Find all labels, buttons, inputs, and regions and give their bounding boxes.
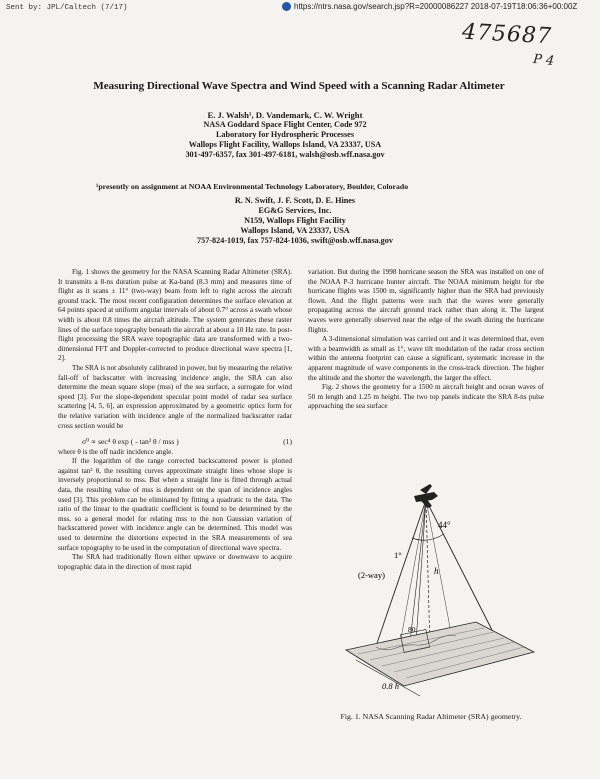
body-column-right bbox=[308, 268, 544, 412]
scan-fan-right-edge bbox=[426, 500, 492, 630]
paragraph: The SRA is not absolutely calibrated in power, but by measuring the relative fall-off of backscatter with increasing incidence angle, the SRA can also determine the mean square slope (mss) of the sea surface, a surrogate for wind speed [3]. For the slope-dependent specular point model of radar sea surface scattering [4, 5, 6], an expression approximated by a geometric optics form for the relative variation with incidence angle of the normalized backscatter radar cross section would be bbox=[58, 363, 292, 430]
affiliation-2-line-4: Wallops Island, VA 23337, USA bbox=[240, 226, 350, 235]
beam-cone-right bbox=[416, 500, 426, 642]
one-degree-label: 1° bbox=[394, 550, 402, 560]
equation-number: (1) bbox=[283, 437, 292, 447]
paragraph: where θ is the off nadir incidence angle. bbox=[58, 447, 174, 456]
author-block-2 bbox=[150, 196, 440, 246]
paragraph: Fig. 1 shows the geometry for the NASA Scanning Radar Altimeter (SRA). It transmits a 8-ns duration pulse at Ka-band (8.3 mm) and measures time of flight as it scans ± 11° (two-way) beam from left to right across the aircraft ground track. The most recent configuration determines the surface elevation at 64 points spaced at uniform angular intervals of about 0.7° across a swath whose width is about 0.8 times the aircraft altitude. The system generates these raster lines of the surface topography beneath the aircraft at about a 10 Hz rate. In post-flight processing the SRA wave topographic data are transformed with a two-dimensional FFT and Doppler-corrected to produce directional wave spectra [1, 2]. bbox=[58, 268, 292, 363]
affiliation-2-line-3: N159, Wallops Flight Facility bbox=[244, 216, 346, 225]
scan-angle-arc bbox=[412, 534, 444, 540]
nadir-line bbox=[426, 500, 430, 650]
paragraph: variation. But during the 1998 hurricane season the SRA was installed on one of the NOAA P-3 hurricane hunter aircraft. The NOAA minimum height for the hurricane flights was 1500 m, significantly higher than the SRA had previously flown. And the flight patterns were such that the waves were generally propagating across the aircraft ground track rather than along it. The largest waves were generally observed near the edge of the swath during the hurricane flights. bbox=[308, 268, 544, 334]
scan-fan-inner-1 bbox=[400, 500, 426, 644]
equation-body: σ⁰ ∝ sec⁴ θ exp ( - tan² θ / mss ) bbox=[82, 437, 179, 447]
body-column-left bbox=[58, 268, 292, 572]
globe-icon bbox=[282, 2, 291, 11]
fax-header-strip bbox=[0, 0, 600, 22]
affiliation-1-line-2: NASA Goddard Space Flight Center, Code 972 bbox=[203, 120, 367, 129]
aircraft-icon bbox=[414, 484, 438, 508]
paragraph: If the logarithm of the range corrected backscattered power is plotted against tan² θ, the resulting curves approximate straight lines whose slope is inversely proportional to mss. But when a straight line is fitted through actual data, the resulting value of mss is dependent on the span of incidence angles used [3]. This problem can be eliminated by fitting a quadratic to the data. The ratio of the linear to the quadratic coefficient is found to be determined by the mss, so a general model for relating mss to the non Gaussian variation of backscattered power with incidence angle can be determined. This model was used to determine the distortions expected in the SRA measurements of sea surface topography to be used in the computation of directional wave spectra. bbox=[58, 457, 292, 552]
affiliation-1-line-4: Wallops Flight Facility, Wallops Island, VA 23337, USA bbox=[188, 140, 382, 149]
handwritten-accession-number: 475687 bbox=[461, 19, 553, 50]
author-names-1: E. J. Walsh¹, D. Vandemark, C. W. Wright bbox=[207, 110, 363, 120]
sea-surface-patch bbox=[346, 622, 534, 686]
author-block-1 bbox=[120, 110, 450, 160]
angle-label: 44° bbox=[438, 520, 451, 530]
affiliation-1-line-3: Laboratory for Hydrospheric Processes bbox=[215, 130, 355, 139]
swath-width-label: 0.8 h bbox=[382, 681, 399, 691]
paragraph: The SRA had traditionally flown either upwave or downwave to acquire topographic data in the direction of most rapid bbox=[58, 553, 292, 571]
paragraph: A 3-dimensional simulation was carried out and it was determined that, even with a beamwidth as small as 1°, wave tilt modulation of the radar cross section within the antenna footprint can cause a significant, systematic increase in the apparent magnitude of wave components in the cross-track direction. The higher the altitude and the shorter the wavelength, the larger the effect. bbox=[308, 335, 544, 382]
equation-1 bbox=[58, 437, 292, 447]
affiliation-2-line-2: EG&G Services, Inc. bbox=[258, 206, 332, 215]
figure-1-caption: Fig. 1. NASA Scanning Radar Altimeter (SRA) geometry. bbox=[340, 712, 522, 721]
affiliation-2-contact: 757-824-1019, fax 757-824-1036, swift@osb.wff.nasa.gov bbox=[197, 236, 393, 245]
handwritten-note: P 4 bbox=[532, 51, 555, 70]
height-label: h bbox=[434, 566, 439, 576]
fax-header-left: Sent by: JPL/Caltech (7/17) bbox=[6, 4, 128, 12]
two-way-label: (2-way) bbox=[358, 570, 385, 580]
figure-1-geometry-diagram bbox=[316, 482, 546, 702]
beam-cone-left bbox=[410, 500, 426, 642]
paper-title: Measuring Directional Wave Spectra and Wind Speed with a Scanning Radar Altimeter bbox=[93, 80, 505, 92]
affiliation-1-contact: 301-497-6357, fax 301-497-6181, walsh@osb.wff.nasa.gov bbox=[185, 150, 385, 159]
paragraph: Fig. 2 shows the geometry for a 1500 m aircraft height and ocean waves of 50 m length and 1.25 m height. The two top panels indicate the SRA 8-ns pulse approaching the sea surface bbox=[308, 383, 544, 411]
author-names-2: R. N. Swift, J. F. Scott, D. E. Hines bbox=[234, 196, 356, 205]
source-url-stamp bbox=[282, 2, 577, 11]
author-footnote: ¹presently on assignment at NOAA Environmental Technology Laboratory, Boulder, Colorado bbox=[96, 182, 409, 191]
source-url-text: https://ntrs.nasa.gov/search.jsp?R=20000086227 2018-07-19T18:06:36+00:00Z bbox=[294, 2, 578, 11]
beam-80-label: 80 bbox=[408, 625, 416, 634]
